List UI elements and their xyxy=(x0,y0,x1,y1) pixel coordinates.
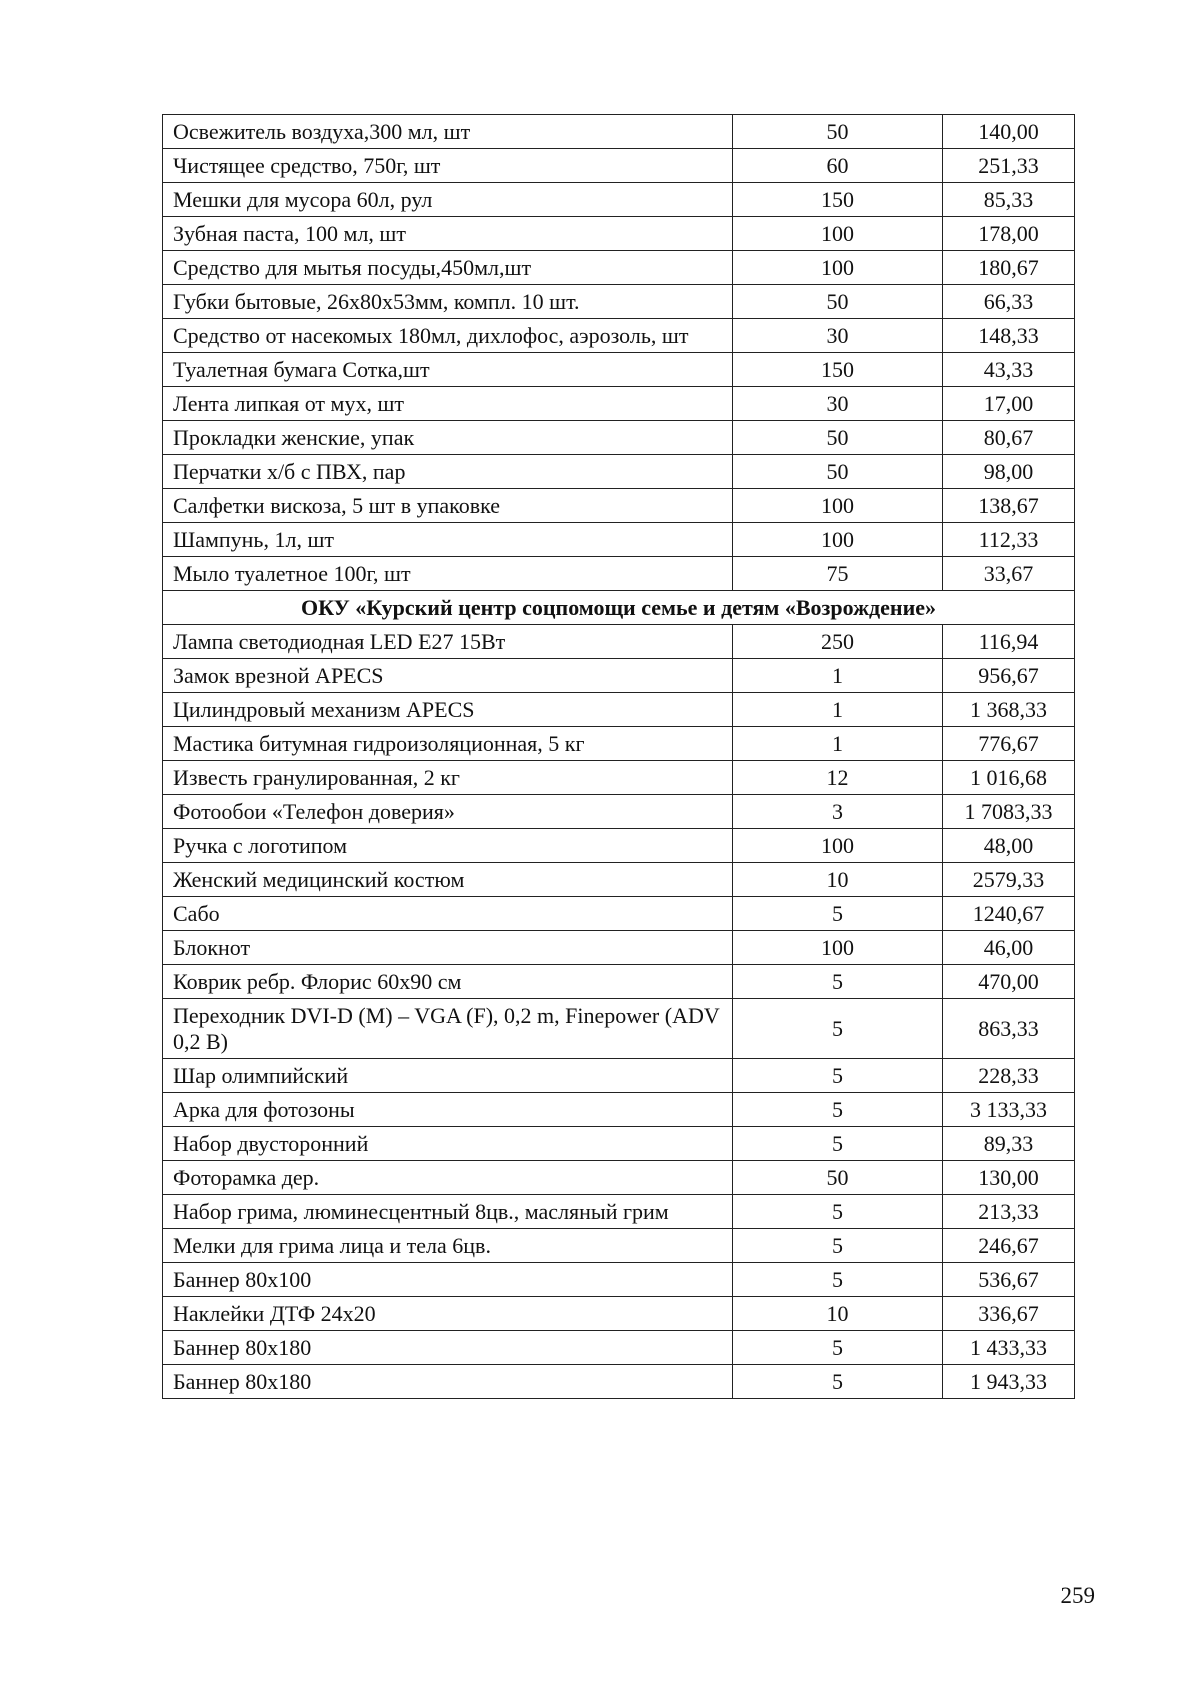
table-row xyxy=(163,1365,1075,1399)
table-row xyxy=(163,285,1075,319)
table-row xyxy=(163,897,1075,931)
quantity-cell: 5 xyxy=(733,1195,943,1229)
item-name-cell: Ручка с логотипом xyxy=(163,829,733,863)
table-row xyxy=(163,625,1075,659)
item-name-cell: Цилиндровый механизм APECS xyxy=(163,693,733,727)
price-cell: 251,33 xyxy=(943,149,1075,183)
quantity-cell: 10 xyxy=(733,863,943,897)
table-row xyxy=(163,659,1075,693)
price-cell: 956,67 xyxy=(943,659,1075,693)
item-name-cell: Баннер 80х180 xyxy=(163,1331,733,1365)
price-cell: 116,94 xyxy=(943,625,1075,659)
price-cell: 138,67 xyxy=(943,489,1075,523)
table-row xyxy=(163,489,1075,523)
item-name-cell: Набор грима, люминесцентный 8цв., масляный грим xyxy=(163,1195,733,1229)
price-cell: 336,67 xyxy=(943,1297,1075,1331)
price-cell: 140,00 xyxy=(943,115,1075,149)
item-name-cell: Баннер 80х100 xyxy=(163,1263,733,1297)
quantity-cell: 250 xyxy=(733,625,943,659)
table-row xyxy=(163,523,1075,557)
table-row xyxy=(163,693,1075,727)
quantity-cell: 100 xyxy=(733,251,943,285)
table-row xyxy=(163,727,1075,761)
section-title: ОКУ «Курский центр соцпомощи семье и детям «Возрождение» xyxy=(163,591,1075,625)
price-cell: 130,00 xyxy=(943,1161,1075,1195)
price-cell: 470,00 xyxy=(943,965,1075,999)
item-name-cell: Лента липкая от мух, шт xyxy=(163,387,733,421)
price-cell: 3 133,33 xyxy=(943,1093,1075,1127)
item-name-cell: Освежитель воздуха,300 мл, шт xyxy=(163,115,733,149)
table-row xyxy=(163,1161,1075,1195)
item-name-cell: Прокладки женские, упак xyxy=(163,421,733,455)
item-name-cell: Фоторамка дер. xyxy=(163,1161,733,1195)
price-cell: 1 016,68 xyxy=(943,761,1075,795)
quantity-cell: 50 xyxy=(733,455,943,489)
price-cell: 1 943,33 xyxy=(943,1365,1075,1399)
quantity-cell: 5 xyxy=(733,965,943,999)
quantity-cell: 60 xyxy=(733,149,943,183)
quantity-cell: 100 xyxy=(733,489,943,523)
item-name-cell: Переходник DVI-D (M) – VGA (F), 0,2 m, Finepower (ADV 0,2 B) xyxy=(163,999,733,1059)
table-row xyxy=(163,795,1075,829)
table-row xyxy=(163,965,1075,999)
price-cell: 536,67 xyxy=(943,1263,1075,1297)
quantity-cell: 3 xyxy=(733,795,943,829)
price-cell: 80,67 xyxy=(943,421,1075,455)
item-name-cell: Зубная паста, 100 мл, шт xyxy=(163,217,733,251)
item-name-cell: Замок врезной APECS xyxy=(163,659,733,693)
table-row xyxy=(163,1263,1075,1297)
quantity-cell: 30 xyxy=(733,387,943,421)
quantity-cell: 5 xyxy=(733,1127,943,1161)
table-row xyxy=(163,149,1075,183)
price-cell: 1 433,33 xyxy=(943,1331,1075,1365)
table-row xyxy=(163,319,1075,353)
table-row xyxy=(163,863,1075,897)
item-name-cell: Средство от насекомых 180мл, дихлофос, аэрозоль, шт xyxy=(163,319,733,353)
quantity-cell: 1 xyxy=(733,693,943,727)
item-name-cell: Фотообои «Телефон доверия» xyxy=(163,795,733,829)
item-name-cell: Наклейки ДТФ 24х20 xyxy=(163,1297,733,1331)
quantity-cell: 5 xyxy=(733,1093,943,1127)
table-row xyxy=(163,1127,1075,1161)
table-row xyxy=(163,1297,1075,1331)
quantity-cell: 100 xyxy=(733,931,943,965)
price-cell: 17,00 xyxy=(943,387,1075,421)
item-name-cell: Мыло туалетное 100г, шт xyxy=(163,557,733,591)
price-cell: 66,33 xyxy=(943,285,1075,319)
item-name-cell: Мелки для грима лица и тела 6цв. xyxy=(163,1229,733,1263)
price-cell: 228,33 xyxy=(943,1059,1075,1093)
quantity-cell: 5 xyxy=(733,1059,943,1093)
page-number: 259 xyxy=(1060,1583,1095,1608)
quantity-cell: 100 xyxy=(733,217,943,251)
quantity-cell: 50 xyxy=(733,285,943,319)
table-row xyxy=(163,421,1075,455)
quantity-cell: 150 xyxy=(733,353,943,387)
item-name-cell: Женский медицинский костюм xyxy=(163,863,733,897)
quantity-cell: 75 xyxy=(733,557,943,591)
item-name-cell: Коврик ребр. Флорис 60х90 см xyxy=(163,965,733,999)
table-row xyxy=(163,829,1075,863)
price-cell: 213,33 xyxy=(943,1195,1075,1229)
item-name-cell: Сабо xyxy=(163,897,733,931)
item-name-cell: Туалетная бумага Сотка,шт xyxy=(163,353,733,387)
quantity-cell: 30 xyxy=(733,319,943,353)
item-name-cell: Лампа светодиодная LED E27 15Вт xyxy=(163,625,733,659)
price-cell: 43,33 xyxy=(943,353,1075,387)
item-name-cell: Мешки для мусора 60л, рул xyxy=(163,183,733,217)
quantity-cell: 50 xyxy=(733,421,943,455)
section-header-row xyxy=(163,591,1075,625)
item-name-cell: Шампунь, 1л, шт xyxy=(163,523,733,557)
item-name-cell: Губки бытовые, 26х80х53мм, компл. 10 шт. xyxy=(163,285,733,319)
price-cell: 112,33 xyxy=(943,523,1075,557)
quantity-cell: 100 xyxy=(733,523,943,557)
quantity-cell: 50 xyxy=(733,115,943,149)
price-cell: 33,67 xyxy=(943,557,1075,591)
price-cell: 863,33 xyxy=(943,999,1075,1059)
item-name-cell: Арка для фотозоны xyxy=(163,1093,733,1127)
table-row xyxy=(163,183,1075,217)
item-name-cell: Набор двусторонний xyxy=(163,1127,733,1161)
item-name-cell: Чистящее средство, 750г, шт xyxy=(163,149,733,183)
table-row xyxy=(163,217,1075,251)
table-row xyxy=(163,931,1075,965)
table-row xyxy=(163,1195,1075,1229)
table-row xyxy=(163,557,1075,591)
table-row xyxy=(163,387,1075,421)
table-row xyxy=(163,1331,1075,1365)
price-cell: 180,67 xyxy=(943,251,1075,285)
item-name-cell: Мастика битумная гидроизоляционная, 5 кг xyxy=(163,727,733,761)
table-row xyxy=(163,761,1075,795)
price-cell: 178,00 xyxy=(943,217,1075,251)
price-cell: 776,67 xyxy=(943,727,1075,761)
item-name-cell: Перчатки х/б с ПВХ, пар xyxy=(163,455,733,489)
quantity-cell: 5 xyxy=(733,1365,943,1399)
price-cell: 1 7083,33 xyxy=(943,795,1075,829)
price-cell: 246,67 xyxy=(943,1229,1075,1263)
quantity-cell: 5 xyxy=(733,1229,943,1263)
item-name-cell: Салфетки вискоза, 5 шт в упаковке xyxy=(163,489,733,523)
quantity-cell: 150 xyxy=(733,183,943,217)
table-row xyxy=(163,353,1075,387)
quantity-cell: 1 xyxy=(733,727,943,761)
price-cell: 46,00 xyxy=(943,931,1075,965)
table-row xyxy=(163,1059,1075,1093)
quantity-cell: 50 xyxy=(733,1161,943,1195)
table-row xyxy=(163,115,1075,149)
goods-table-body xyxy=(163,115,1075,1399)
table-row xyxy=(163,251,1075,285)
table-row xyxy=(163,1229,1075,1263)
quantity-cell: 5 xyxy=(733,897,943,931)
price-cell: 148,33 xyxy=(943,319,1075,353)
price-cell: 85,33 xyxy=(943,183,1075,217)
table-row xyxy=(163,999,1075,1059)
table-row xyxy=(163,1093,1075,1127)
quantity-cell: 5 xyxy=(733,1263,943,1297)
price-cell: 1 368,33 xyxy=(943,693,1075,727)
quantity-cell: 10 xyxy=(733,1297,943,1331)
price-cell: 2579,33 xyxy=(943,863,1075,897)
table-row xyxy=(163,455,1075,489)
price-cell: 1240,67 xyxy=(943,897,1075,931)
goods-table xyxy=(162,114,1075,1399)
quantity-cell: 100 xyxy=(733,829,943,863)
quantity-cell: 5 xyxy=(733,1331,943,1365)
quantity-cell: 12 xyxy=(733,761,943,795)
item-name-cell: Блокнот xyxy=(163,931,733,965)
item-name-cell: Шар олимпийский xyxy=(163,1059,733,1093)
item-name-cell: Баннер 80х180 xyxy=(163,1365,733,1399)
item-name-cell: Известь гранулированная, 2 кг xyxy=(163,761,733,795)
price-cell: 98,00 xyxy=(943,455,1075,489)
price-cell: 48,00 xyxy=(943,829,1075,863)
quantity-cell: 5 xyxy=(733,999,943,1059)
quantity-cell: 1 xyxy=(733,659,943,693)
price-cell: 89,33 xyxy=(943,1127,1075,1161)
item-name-cell: Средство для мытья посуды,450мл,шт xyxy=(163,251,733,285)
